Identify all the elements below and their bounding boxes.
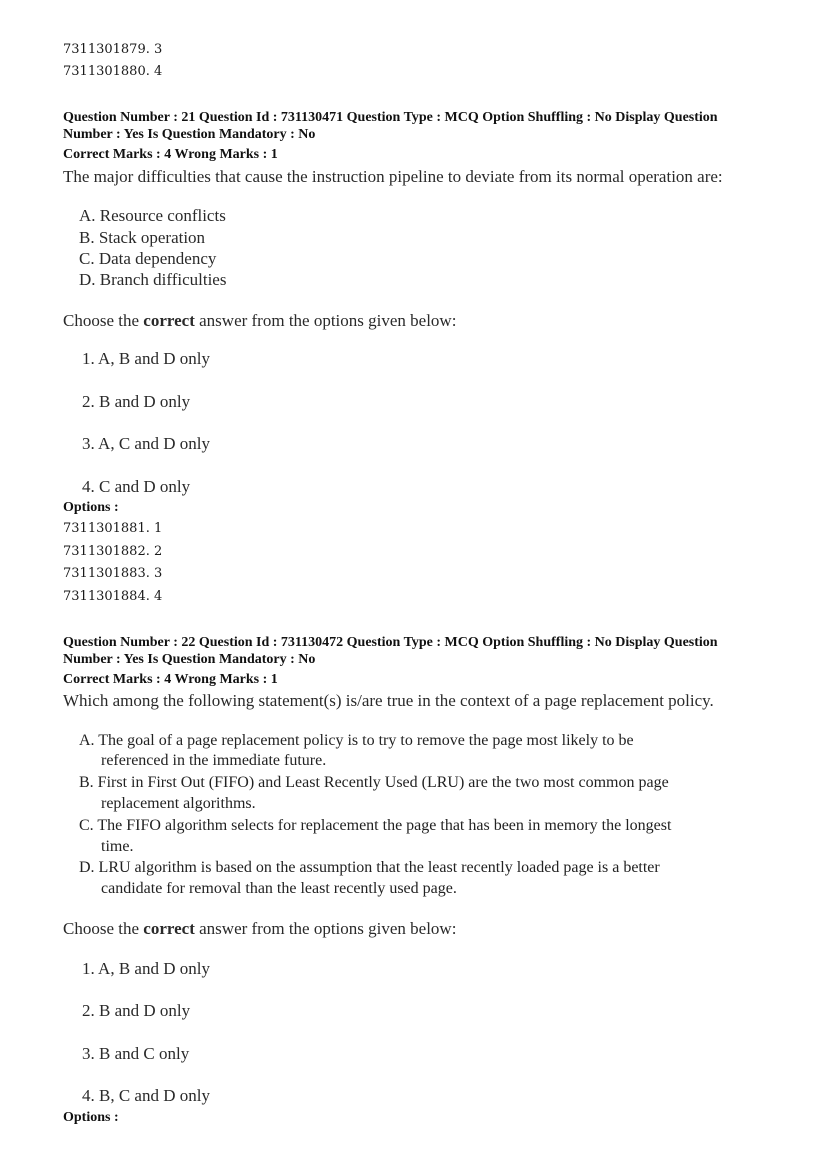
answer-option-1: 1. A, B and D only (82, 349, 210, 368)
statement-c-cont: time. (101, 838, 134, 855)
statement-d: D. Branch difficulties (79, 270, 227, 289)
answer-option-2: 2. B and D only (82, 392, 191, 411)
option-id-line: 7311301879. 3 (63, 42, 163, 57)
option-id-line: 7311301880. 4 (63, 64, 163, 79)
options-label: Options : (63, 1110, 119, 1125)
statement-c: C. The FIFO algorithm selects for replacement the page that has been in memory the longest (79, 817, 672, 834)
question-21-marks: Correct Marks : 4 Wrong Marks : 1 (63, 147, 278, 162)
statement-c: C. Data dependency (79, 249, 217, 268)
option-id-line: 7311301881. 1 (63, 521, 163, 536)
statement-b: B. First in First Out (FIFO) and Least Recently Used (LRU) are the two most common page (79, 774, 669, 791)
statement-d: D. LRU algorithm is based on the assumption that the least recently loaded page is a better (79, 859, 660, 876)
question-22-marks: Correct Marks : 4 Wrong Marks : 1 (63, 672, 278, 687)
statement-b-cont: replacement algorithms. (101, 795, 256, 812)
question-21-meta: Question Number : 21 Question Id : 731130471 Question Type : MCQ Option Shuffling : No Display Question (63, 110, 718, 125)
option-id-line: 7311301882. 2 (63, 544, 163, 559)
option-id-line: 7311301884. 4 (63, 589, 163, 604)
question-22-text: Which among the following statement(s) is/are true in the context of a page replacement policy. (63, 691, 714, 710)
option-id-line: 7311301883. 3 (63, 566, 163, 581)
answer-option-2: 2. B and D only (82, 1001, 191, 1020)
statement-d-cont: candidate for removal than the least recently used page. (101, 880, 457, 897)
question-22-meta: Question Number : 22 Question Id : 731130472 Question Type : MCQ Option Shuffling : No Display Question (63, 635, 718, 650)
options-label: Options : (63, 500, 119, 515)
question-22-meta-cont: Number : Yes Is Question Mandatory : No (63, 652, 316, 667)
answer-option-3: 3. A, C and D only (82, 434, 210, 453)
statement-a-cont: referenced in the immediate future. (101, 752, 327, 769)
answer-option-4: 4. C and D only (82, 477, 191, 496)
answer-option-3: 3. B and C only (82, 1044, 190, 1063)
answer-option-4: 4. B, C and D only (82, 1086, 210, 1105)
choose-instruction: Choose the correct answer from the options given below: (63, 311, 457, 330)
choose-instruction: Choose the correct answer from the options given below: (63, 919, 457, 938)
statement-a: A. The goal of a page replacement policy is to try to remove the page most likely to be (79, 732, 634, 749)
statement-b: B. Stack operation (79, 228, 206, 247)
statement-a: A. Resource conflicts (79, 206, 226, 225)
answer-option-1: 1. A, B and D only (82, 959, 210, 978)
question-21-meta-cont: Number : Yes Is Question Mandatory : No (63, 127, 316, 142)
question-21-text: The major difficulties that cause the instruction pipeline to deviate from its normal operation are: (63, 167, 723, 186)
